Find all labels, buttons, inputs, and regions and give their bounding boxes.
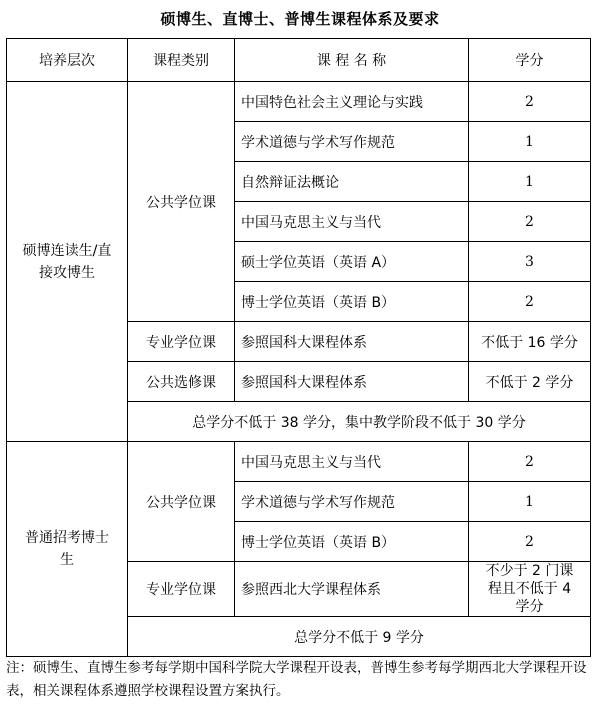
document-title: 硕博生、直博士、普博生课程体系及要求 [160, 10, 440, 28]
header-credit: 学分 [469, 39, 591, 82]
course-credit: 不低于 2 学分 [469, 362, 591, 402]
course-credit: 2 [469, 282, 591, 322]
table-row [7, 442, 591, 482]
course-credit: 2 [469, 202, 591, 242]
course-name: 参照国科大课程体系 [235, 322, 469, 362]
category-cell-public-elective: 公共选修课 [128, 362, 235, 402]
course-table [6, 38, 591, 657]
course-name: 参照国科大课程体系 [235, 362, 469, 402]
course-credit: 2 [469, 522, 591, 562]
course-credit: 1 [469, 162, 591, 202]
course-name: 博士学位英语（英语 B） [235, 282, 469, 322]
total-credit-group1: 总学分不低于 38 学分，集中教学阶段不低于 30 学分 [128, 402, 591, 442]
table-row [7, 82, 591, 122]
course-name: 学术道德与学术写作规范 [235, 482, 469, 522]
course-credit: 3 [469, 242, 591, 282]
category-cell-major-degree-2: 专业学位课 [128, 562, 235, 617]
header-level: 培养层次 [7, 39, 128, 82]
header-row [7, 39, 591, 82]
course-name: 中国马克思主义与当代 [235, 202, 469, 242]
course-name: 博士学位英语（英语 B） [235, 522, 469, 562]
course-credit: 不低于 16 学分 [469, 322, 591, 362]
footnote: 注：硕博生、直博生参考每学期中国科学院大学课程开设表，普博生参考每学期西北大学课程开设表，相关课程体系遵照学校课程设置方案执行。 [6, 660, 587, 699]
header-category: 课程类别 [128, 39, 235, 82]
course-name: 学术道德与学术写作规范 [235, 122, 469, 162]
category-cell-major-degree-1: 专业学位课 [128, 322, 235, 362]
course-name: 自然辩证法概论 [235, 162, 469, 202]
course-credit: 2 [469, 442, 591, 482]
course-name: 硕士学位英语（英语 A） [235, 242, 469, 282]
level-cell-group2: 普通招考博士生 [7, 442, 128, 657]
level-cell-group1: 硕博连读生/直接攻博生 [7, 82, 128, 442]
category-cell-public-degree-1: 公共学位课 [128, 82, 235, 322]
course-name: 参照西北大学课程体系 [235, 562, 469, 617]
course-credit: 2 [469, 82, 591, 122]
course-credit: 1 [469, 482, 591, 522]
course-credit: 1 [469, 122, 591, 162]
course-credit: 不少于 2 门课程且不低于 4 学分 [469, 562, 591, 617]
course-name: 中国特色社会主义理论与实践 [235, 82, 469, 122]
category-cell-public-degree-2: 公共学位课 [128, 442, 235, 562]
header-course-name: 课 程 名 称 [235, 39, 469, 82]
course-name: 中国马克思主义与当代 [235, 442, 469, 482]
total-credit-group2: 总学分不低于 9 学分 [128, 617, 591, 657]
